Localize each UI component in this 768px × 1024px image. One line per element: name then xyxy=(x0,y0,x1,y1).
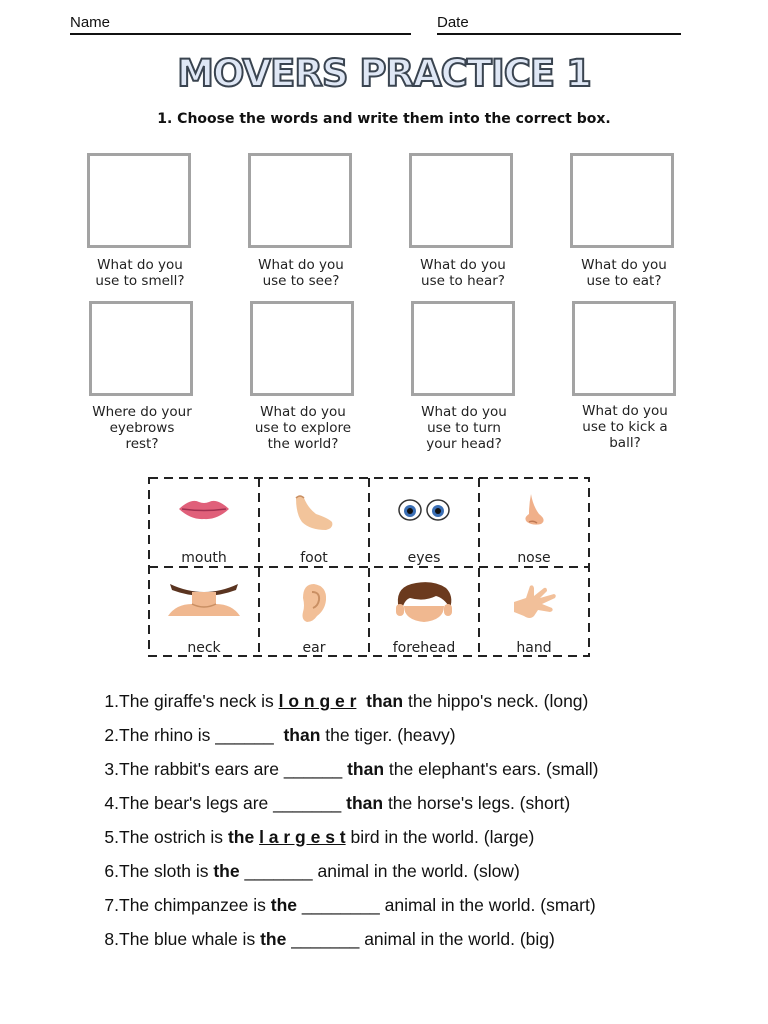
question-hear: What do you use to hear? xyxy=(420,257,506,289)
blank-3[interactable]: ______ xyxy=(283,759,348,779)
question-explore: What do you use to explore the world? xyxy=(254,404,352,452)
name-line[interactable] xyxy=(70,33,411,35)
word-neck: neck xyxy=(187,640,221,656)
word-forehead: forehead xyxy=(392,640,456,656)
sentence-6: 6.The sloth is the _______ animal in the world. (slow) xyxy=(104,861,520,881)
question-eat: What do you use to eat? xyxy=(581,257,667,289)
question-turn-head: What do you use to turn your head? xyxy=(421,404,507,452)
sentence-8: 8.The blue whale is the _______ animal in the world. (big) xyxy=(104,929,555,949)
answer-box-smell[interactable] xyxy=(87,153,191,248)
answer-box-turn-head[interactable] xyxy=(411,301,515,396)
date-label: Date xyxy=(437,14,469,31)
blank-2[interactable]: ______ xyxy=(215,725,279,745)
word-cell-forehead[interactable] xyxy=(369,568,479,658)
answer-box-kick[interactable] xyxy=(572,301,676,396)
mouth-icon xyxy=(177,494,231,524)
foot-icon xyxy=(292,492,336,532)
answer-largest[interactable]: l a r g e s t xyxy=(259,827,346,847)
answer-box-eat[interactable] xyxy=(570,153,674,248)
sentence-2: 2.The rhino is ______ than the tiger. (heavy) xyxy=(104,725,456,745)
forehead-icon xyxy=(394,580,454,624)
word-cell-eyes[interactable] xyxy=(369,478,479,568)
sentence-1: 1.The giraffe's neck is l o n g e r than the hippo's neck. (long) xyxy=(104,691,589,711)
answer-box-explore[interactable] xyxy=(250,301,354,396)
sentence-3: 3.The rabbit's ears are ______ than the elephant's ears. (small) xyxy=(104,759,599,779)
answer-longer[interactable]: l o n g e r xyxy=(278,691,357,711)
blank-7[interactable]: ________ xyxy=(301,895,385,915)
word-eyes: eyes xyxy=(407,550,441,566)
word-cell-nose[interactable] xyxy=(479,478,589,568)
ear-icon xyxy=(299,582,329,626)
blank-4[interactable]: _______ xyxy=(273,793,347,813)
blank-8[interactable]: _______ xyxy=(291,929,365,949)
word-cell-neck[interactable] xyxy=(149,568,259,658)
word-nose: nose xyxy=(517,550,551,566)
question-see: What do you use to see? xyxy=(258,257,344,289)
name-label: Name xyxy=(70,14,111,31)
sentence-list xyxy=(102,691,742,963)
sentence-5: 5.The ostrich is the l a r g e s t bird in the world. (large) xyxy=(104,827,535,847)
question-eyebrows: Where do your eyebrows rest? xyxy=(92,404,192,452)
blank-6[interactable]: _______ xyxy=(244,861,318,881)
hand-icon xyxy=(510,582,558,622)
word-cell-hand[interactable] xyxy=(479,568,589,658)
question-kick: What do you use to kick a ball? xyxy=(582,403,668,451)
word-foot: foot xyxy=(300,550,328,566)
neck-icon xyxy=(166,580,242,620)
word-bank xyxy=(148,477,590,657)
word-ear: ear xyxy=(302,640,326,656)
word-cell-mouth[interactable] xyxy=(149,478,259,568)
answer-box-see[interactable] xyxy=(248,153,352,248)
eyes-icon xyxy=(396,496,452,526)
nose-icon xyxy=(519,492,549,528)
word-mouth: mouth xyxy=(181,550,227,566)
sentence-4: 4.The bear's legs are _______ than the horse's legs. (short) xyxy=(104,793,571,813)
word-cell-ear[interactable] xyxy=(259,568,369,658)
word-cell-foot[interactable] xyxy=(259,478,369,568)
date-line[interactable] xyxy=(437,33,681,35)
page-title: MOVERS PRACTICE 1 xyxy=(177,52,591,95)
sentence-7: 7.The chimpanzee is the ________ animal in the world. (smart) xyxy=(104,895,596,915)
instruction: 1. Choose the words and write them into the correct box. xyxy=(157,111,611,127)
word-hand: hand xyxy=(516,640,552,656)
question-smell: What do you use to smell? xyxy=(95,257,185,289)
answer-box-hear[interactable] xyxy=(409,153,513,248)
answer-box-eyebrows[interactable] xyxy=(89,301,193,396)
